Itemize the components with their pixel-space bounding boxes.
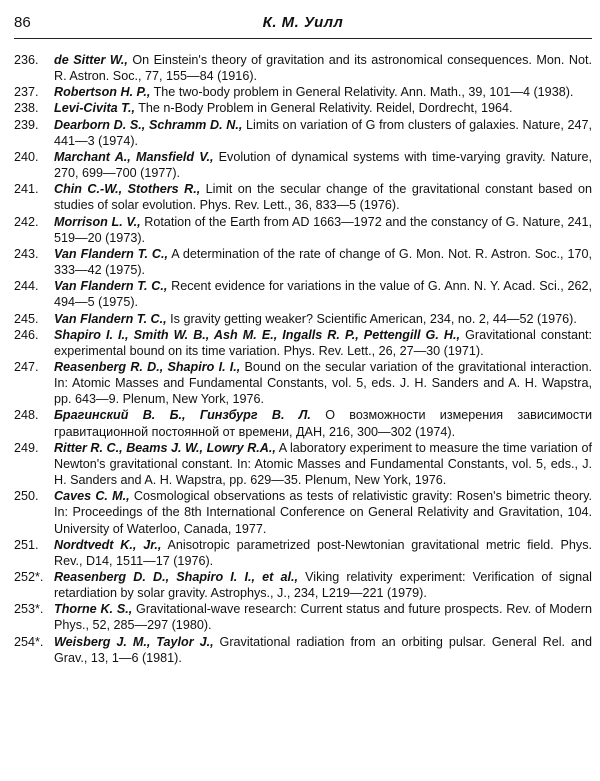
reference-text: The two-body problem in General Relativity. Ann. Math., 39, 101—4 (1938). [150,85,574,100]
reference-authors: de Sitter W., [54,53,128,67]
reference-entry [14,407,592,439]
reference-body [54,569,592,601]
reference-body [54,84,592,100]
reference-text: Limit on the secular change of the gravitational constant based on studies of solar evolution. Phys. Rev. Lett., 36, 833—5 (1976). [54,182,592,213]
reference-text: Limits on variation of G from clusters of galaxies. Nature, 247, 441—3 (1974). [54,117,592,148]
reference-text: Gravitational constant: experimental bound on its time variation. Phys. Rev. Lett., 26, 27—30 (1971). [54,327,592,358]
reference-number: 251. [14,537,39,552]
reference-authors: Robertson H. P., [54,85,151,100]
reference-number: 250. [14,489,39,504]
reference-authors: Caves C. M., [54,489,130,504]
reference-number: 248. [14,408,39,423]
reference-number: 252*. [14,570,44,584]
reference-text: Gravitational-wave research: Current status and future prospects. Rev. of Modern Phys., 52, 285—297 (1980). [54,602,592,633]
reference-text: Recent evidence for variations in the value of G. Ann. N. Y. Acad. Sci., 262, 494—5 (1975). [54,279,592,310]
reference-number: 254*. [14,634,44,649]
reference-text: Gravitational radiation from an orbiting pulsar. General Rel. and Grav., 13, 1—6 (1981). [54,634,592,665]
reference-text: Viking relativity experiment: Verification of signal retardiation by solar gravity. Astrophys., J., 234, L219—221 (1979). [54,570,592,601]
reference-entry [14,634,592,666]
reference-entry [14,149,592,181]
reference-body [54,52,592,84]
reference-body [54,440,592,488]
reference-body [54,181,592,213]
reference-authors: Van Flandern T. C., [54,279,168,294]
reference-number: 244. [14,279,39,294]
reference-text: О возможности измерения зависимости гравитационной постоянной от времени, ДАН, 216, 300—302 (1974). [54,408,592,439]
reference-text: Is gravity getting weaker? Scientific American, 234, no. 2, 44—52 (1976). [166,311,577,326]
reference-body [54,246,592,278]
reference-entry [14,359,592,407]
reference-body [54,488,592,536]
reference-authors: Van Flandern T. C., [54,311,167,326]
reference-body [54,327,592,359]
reference-number: 246. [14,327,39,342]
reference-body [54,311,592,327]
reference-body [54,214,592,246]
reference-authors: Levi-Civita T., [54,101,135,116]
reference-body [54,100,592,116]
reference-text: A laboratory experiment to measure the time variation of Newton's gravitational constant. In: Atomic Masses and Fundamental Constants, vol. 5, eds., J. H. Sanders and A. H. Wapstra, pp. 629—35. Plenum, New York, 1976. [54,440,592,488]
reference-number: 242. [14,214,39,229]
reference-authors: Van Flandern T. C., [54,246,169,261]
reference-entry [14,278,592,310]
reference-authors: Shapiro I. I., Smith W. B., Ash M. E., Ingalls R. P., Pettengill G. H., [54,327,461,342]
reference-authors: Weisberg J. M., Taylor J., [54,634,214,649]
reference-body [54,601,592,633]
reference-text: Cosmological observations as tests of relativistic gravity: Rosen's bimetric theory. In: Proceedings of the 8th International Conference on General Relativity and Gravitation, 104. University of Waterloo, Canada, 1977. [54,489,592,536]
reference-authors: Nordtvedt K., Jr., [54,537,162,552]
reference-authors: Marchant A., Mansfield V., [54,149,214,164]
reference-authors: Chin C.-W., Stothers R., [54,182,201,197]
reference-number: 241. [14,182,39,197]
page-header [14,14,592,39]
reference-body [54,537,592,569]
reference-entry [14,327,592,359]
reference-body [54,117,592,149]
reference-number: 240. [14,149,39,164]
reference-entry [14,181,592,213]
reference-text: Rotation of the Earth from AD 1663—1972 and the constancy of G. Nature, 241, 519—20 (1973). [54,214,592,245]
reference-entry [14,488,592,536]
reference-text: Bound on the secular variation of the gravitational interaction. In: Atomic Masses and Fundamental Constants, vol. 5, eds. J. H. Sanders and A. H. Wapstra, pp. 643—9. Plenum, New York, 1976. [54,359,592,407]
reference-body [54,278,592,310]
reference-entry [14,537,592,569]
reference-entry [14,601,592,633]
reference-text: Anisotropic parametrized post-Newtonian gravitational metric field. Phys. Rev., D14, 1511—17 (1976). [54,537,592,568]
reference-entry [14,100,592,116]
reference-number: 253*. [14,602,44,617]
reference-number: 243. [14,246,39,261]
reference-entry [14,52,592,84]
reference-number: 236. [14,53,39,67]
page [14,14,592,666]
reference-authors: Morrison L. V., [54,214,141,229]
reference-text: On Einstein's theory of gravitation and its astronomical consequences. Mon. Not. R. Astron. Soc., 77, 155—84 (1916). [54,53,592,84]
reference-authors: Reasenberg R. D., Shapiro I. I., [54,359,241,374]
reference-authors: Ritter R. C., Beams J. W., Lowry R.A., [54,440,276,455]
reference-entry [14,569,592,601]
reference-text: A determination of the rate of change of G. Mon. Not. R. Astron. Soc., 170, 333—42 (1975). [54,246,593,278]
reference-entry [14,311,592,327]
reference-authors: Reasenberg D. D., Shapiro I. I., et al., [54,570,298,584]
reference-entry [14,440,592,488]
reference-number: 237. [14,85,39,100]
page-number: 86 [14,14,31,31]
reference-entry [14,246,592,278]
reference-authors: Dearborn D. S., Schramm D. N., [54,117,243,132]
reference-entry [14,84,592,100]
reference-number: 245. [14,311,39,326]
reference-list [14,52,592,666]
reference-entry [14,117,592,149]
reference-number: 249. [14,440,39,455]
reference-entry [14,214,592,246]
reference-number: 247. [14,359,39,374]
reference-body [54,407,592,439]
reference-body [54,149,592,181]
reference-authors: Брагинский В. Б., Гинзбург В. Л. [54,408,311,423]
running-title: К. М. Уилл [262,14,344,31]
reference-authors: Thorne K. S., [54,602,133,617]
reference-number: 239. [14,117,39,132]
reference-text: Evolution of dynamical systems with time-varying gravity. Nature, 270, 699—700 (1977). [54,149,592,181]
reference-body [54,359,592,407]
reference-text: The n-Body Problem in General Relativity. Reidel, Dordrecht, 1964. [134,101,513,116]
reference-body [54,634,592,666]
reference-number: 238. [14,101,39,116]
